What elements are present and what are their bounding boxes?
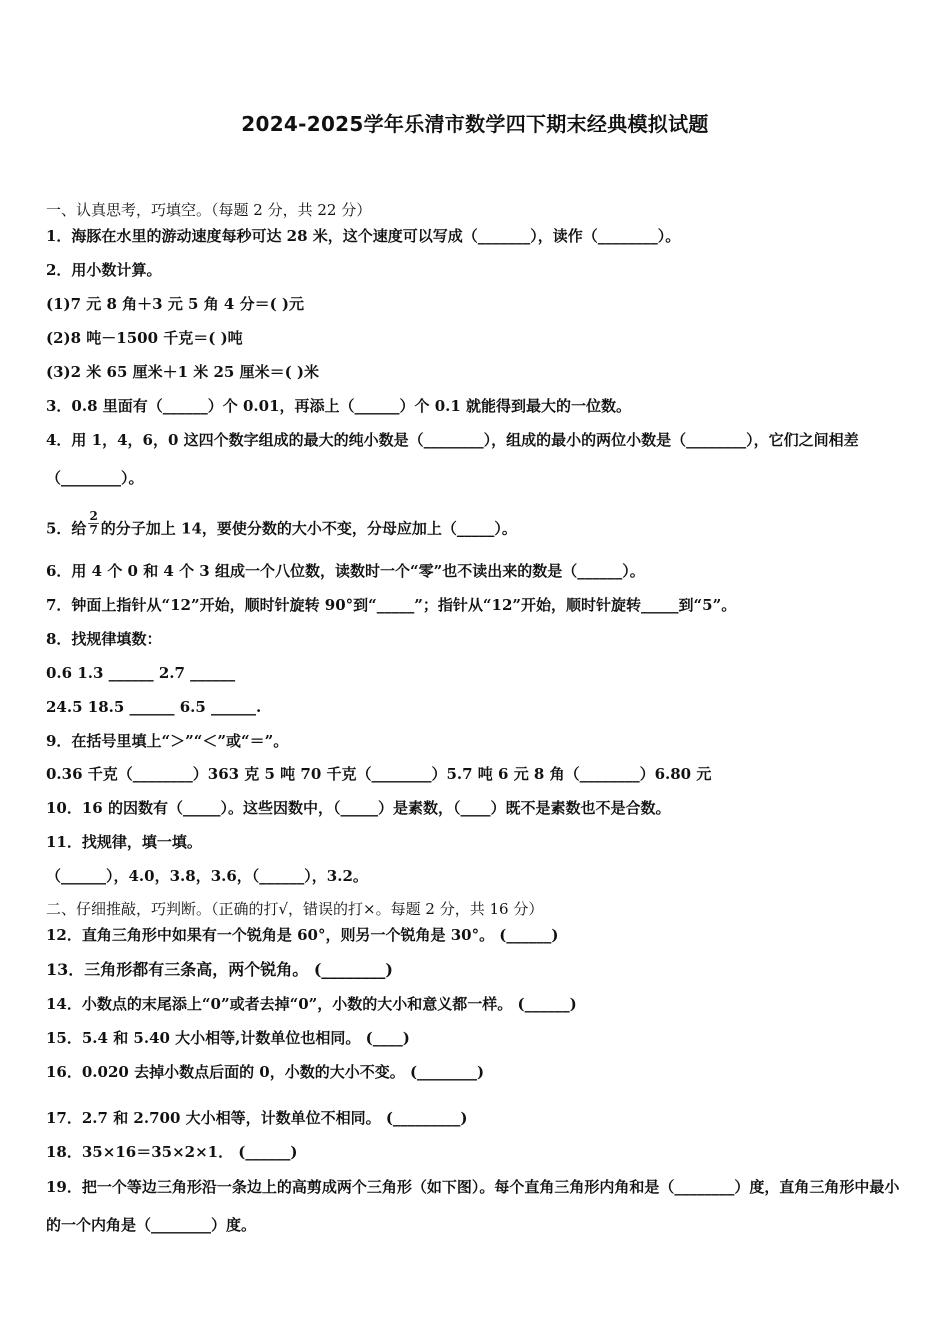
question-7: 7．钟面上指针从“12”开始，顺时针旋转 90°到“_____”；指针从“12”开始，顺时针旋转_____到“5”。 bbox=[46, 596, 737, 614]
fraction-denominator: 7 bbox=[89, 523, 98, 537]
question-14: 14．小数点的末尾添上“0”或者去掉“0”，小数的大小和意义都一样。 (______) bbox=[46, 995, 577, 1013]
question-19: 19．把一个等边三角形沿一条边上的高剪成两个三角形（如下图）。每个直角三角形内角和是（________）度，直角三角形中最小的一个内角是（________）度。 bbox=[46, 1178, 900, 1234]
question-2-part-2: (2)8 吨－1500 千克＝( )吨 bbox=[46, 329, 243, 347]
question-9: 9．在括号里填上“＞”“＜”或“＝”。 bbox=[46, 732, 289, 750]
fraction-numerator: 2 bbox=[89, 509, 98, 523]
page-title: 2024-2025学年乐清市数学四下期末经典模拟试题 bbox=[241, 112, 709, 136]
question-16: 16．0.020 去掉小数点后面的 0，小数的大小不变。 (________) bbox=[46, 1063, 485, 1081]
section-1-heading: 一、认真思考，巧填空。（每题 2 分，共 22 分） bbox=[46, 201, 372, 219]
question-1: 1．海豚在水里的游动速度每秒可达 28 米，这个速度可以写成（_______），读作（________）。 bbox=[46, 227, 681, 245]
question-8-sequence-2: 24.5 18.5 ______ 6.5 ______. bbox=[46, 698, 262, 716]
question-17: 17．2.7 和 2.700 大小相等，计数单位不相同。 (_________) bbox=[46, 1109, 468, 1127]
question-4: 4．用 1，4，6，0 这四个数字组成的最大的纯小数是（________），组成的最小的两位小数是（________），它们之间相差（________）。 bbox=[46, 431, 859, 487]
question-5-prefix: 5．给 bbox=[46, 519, 87, 538]
question-18: 18．35×16＝35×2×1． (______) bbox=[46, 1143, 298, 1161]
question-3: 3．0.8 里面有（______）个 0.01，再添上（______）个 0.1 就能得到最大的一位数。 bbox=[46, 397, 632, 415]
question-15: 15．5.4 和 5.40 大小相等,计数单位也相同。 (____) bbox=[46, 1029, 410, 1047]
question-9-comparisons: 0.36 千克（________）363 克 5 吨 70 千克（________）5.7 吨 6 元 8 角（________）6.80 元 bbox=[46, 765, 712, 783]
section-2-heading: 二、仔细推敲，巧判断。（正确的打√，错误的打×。每题 2 分，共 16 分） bbox=[46, 900, 544, 918]
question-11: 11．找规律，填一填。 bbox=[46, 833, 202, 851]
question-2-part-3: (3)2 米 65 厘米＋1 米 25 厘米＝( )米 bbox=[46, 363, 320, 381]
question-10: 10．16 的因数有（_____）。这些因数中，（_____）是素数，（____）既不是素数也不是合数。 bbox=[46, 799, 671, 817]
question-8: 8．找规律填数： bbox=[46, 630, 162, 648]
question-5-suffix: 的分子加上 14，要使分数的大小不变，分母应加上（_____）。 bbox=[100, 519, 517, 538]
question-2-part-1: (1)7 元 8 角＋3 元 5 角 4 分＝( )元 bbox=[46, 295, 305, 313]
question-13: 13．三角形都有三条高，两个锐角。 (________) bbox=[46, 960, 393, 979]
question-11-sequence: （______），4.0，3.8，3.6，（______），3.2。 bbox=[46, 867, 368, 885]
fraction-2-7 bbox=[88, 510, 98, 537]
question-5 bbox=[46, 509, 517, 543]
question-6: 6．用 4 个 0 和 4 个 3 组成一个八位数，读数时一个“零”也不读出来的数是（______）。 bbox=[46, 562, 645, 580]
question-8-sequence-1: 0.6 1.3 ______ 2.7 ______ bbox=[46, 664, 236, 682]
question-12: 12．直角三角形中如果有一个锐角是 60°，则另一个锐角是 30°。 (______) bbox=[46, 926, 559, 944]
question-2: 2．用小数计算。 bbox=[46, 261, 162, 279]
